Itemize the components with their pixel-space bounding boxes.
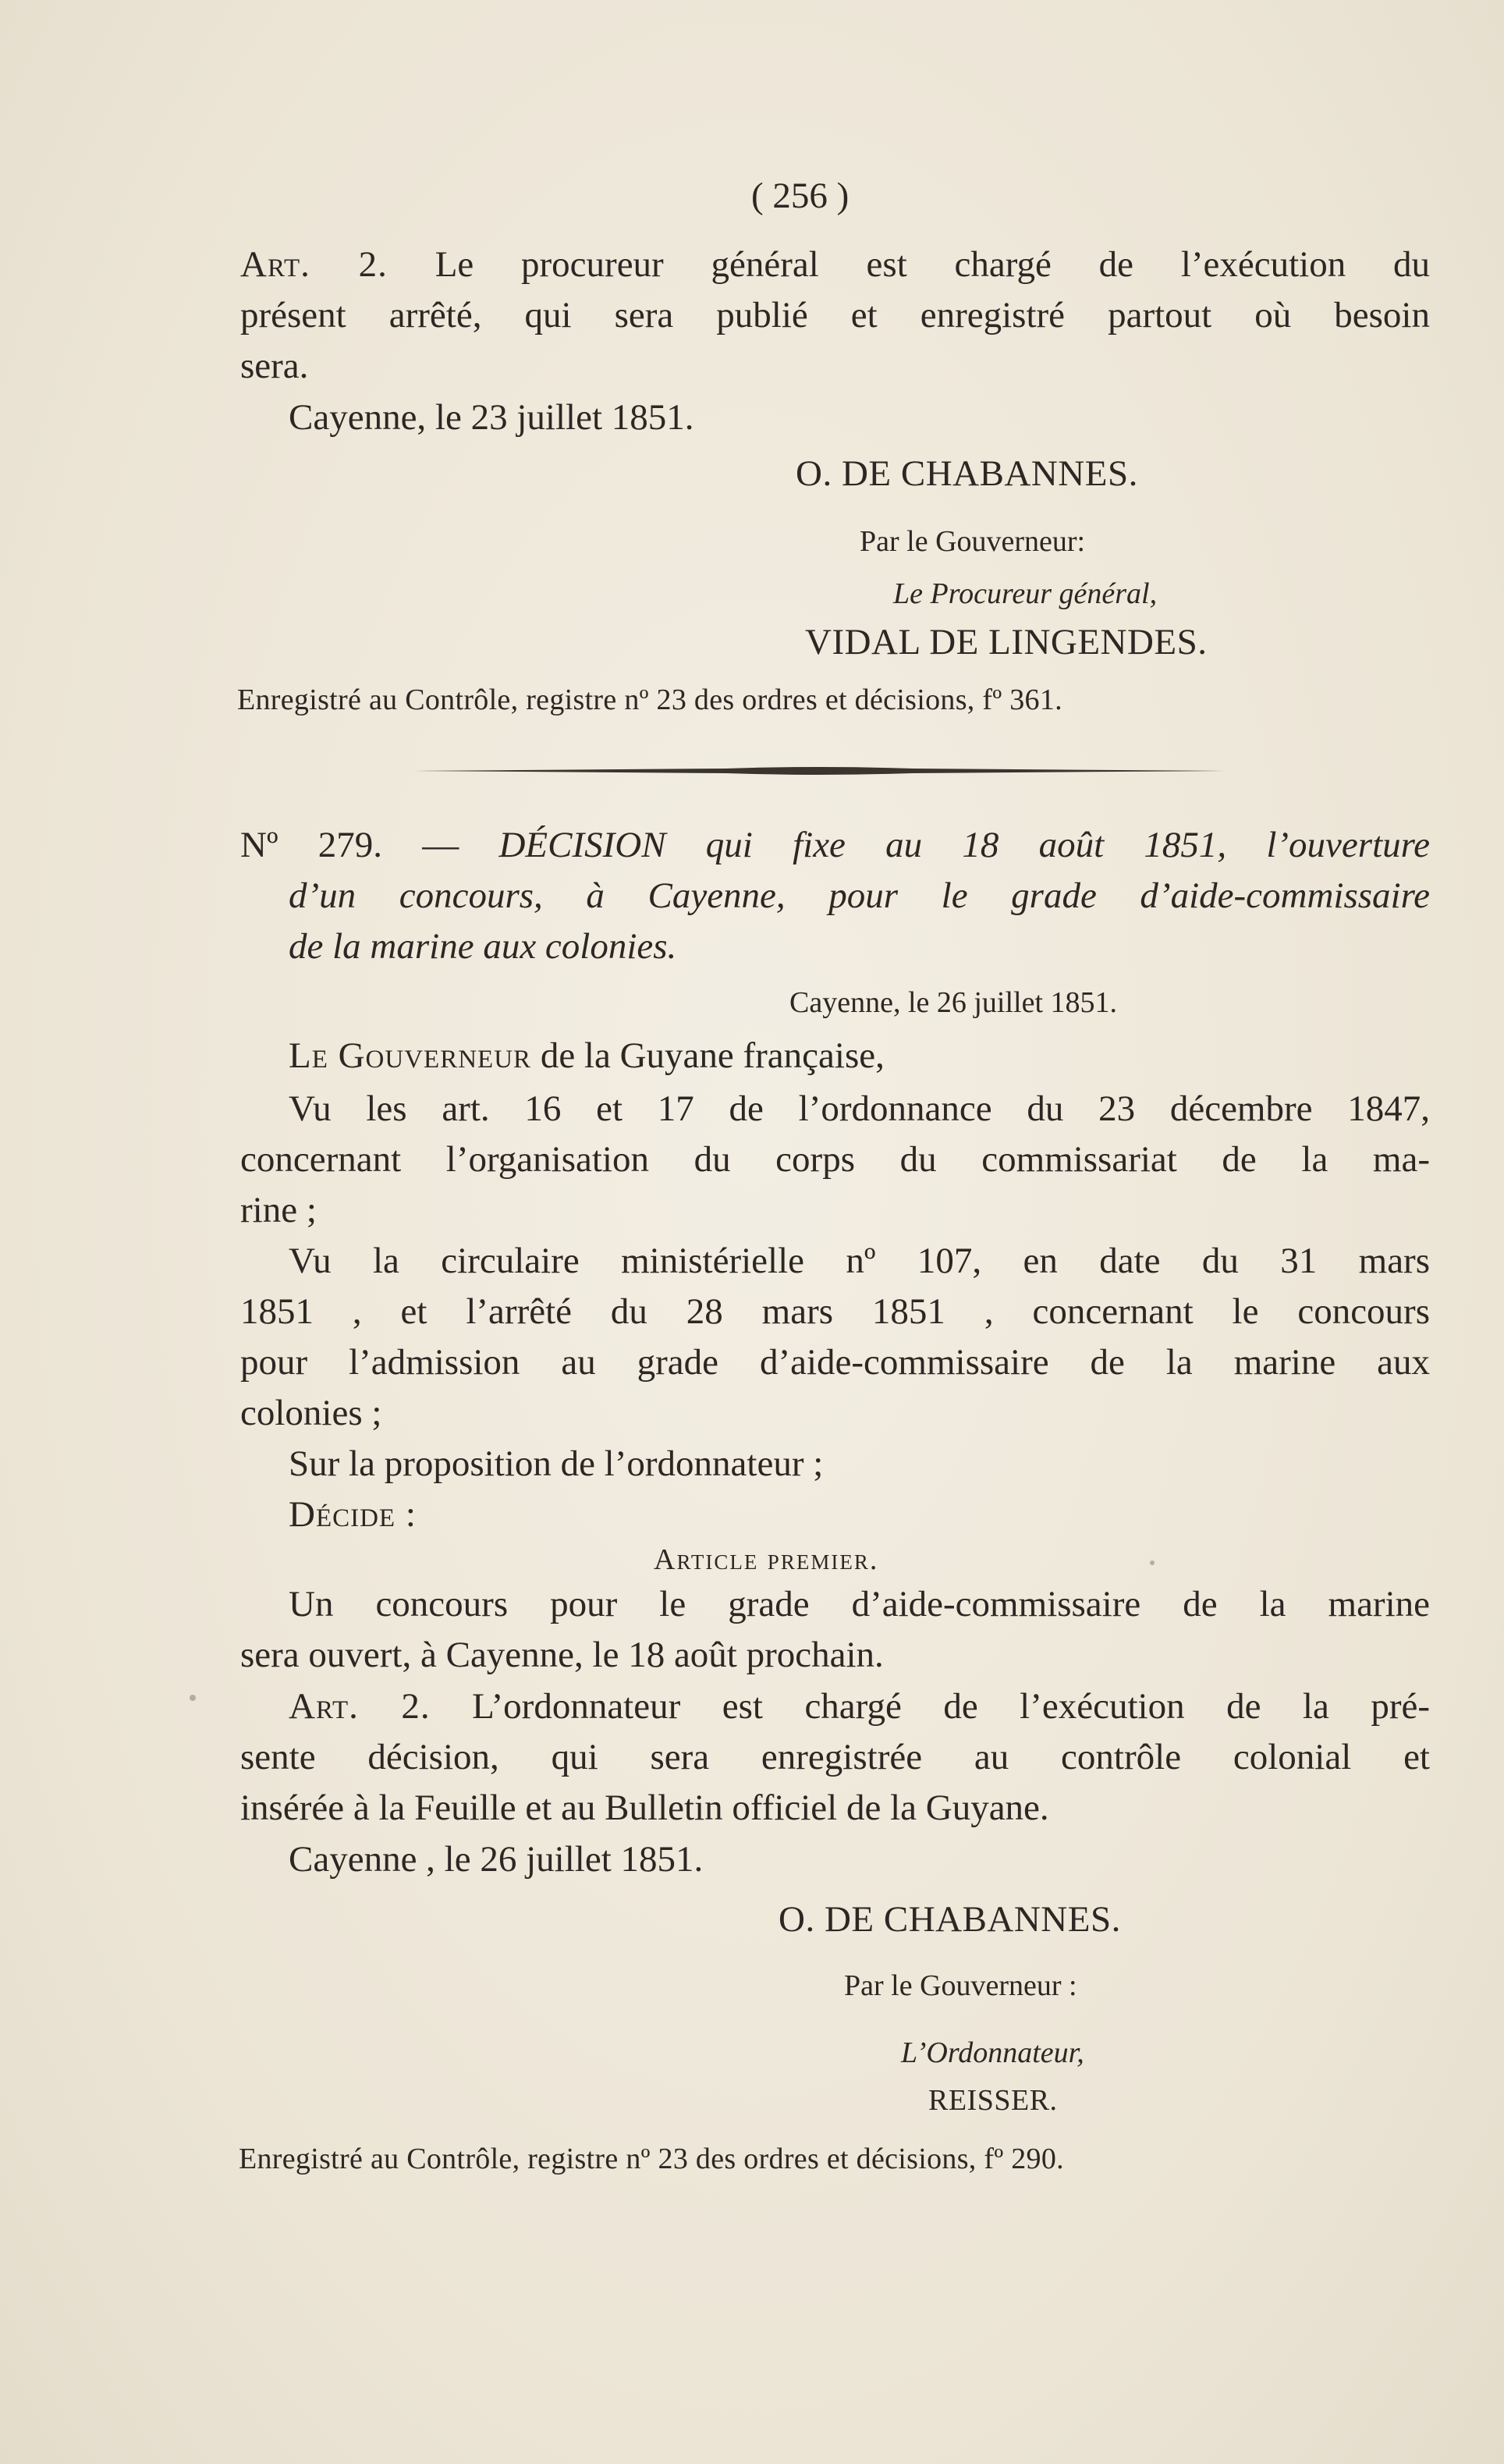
decision-title-line: de la marine aux colonies. (289, 926, 677, 967)
registration-line: Enregistré au Contrôle, registre nº 23 des ordres et décisions, fº 290. (239, 2143, 1064, 2175)
text-span: de la Guyane française, (540, 1035, 885, 1076)
text-line (289, 1688, 1430, 1725)
text-span: L’ordonnateur est chargé de l’exécution de la pré- (472, 1686, 1430, 1727)
article-label: Art. 2. (240, 244, 388, 285)
text-line: Sur la proposition de l’ordonnateur ; (289, 1443, 824, 1484)
text-line: Un concours pour le grade d’aide-commissaire de la marine (289, 1584, 1430, 1624)
decision-word: DÉCISION (498, 825, 666, 865)
gouverneur-label: Le Gouverneur (289, 1035, 532, 1076)
text-line: présent arrêté, qui sera publié et enregistré partout où besoin (240, 295, 1430, 336)
text-line: sente décision, qui sera enregistrée au contrôle colonial et (240, 1737, 1430, 1777)
decision-title: qui fixe au 18 août 1851, l’ouverture (705, 825, 1431, 865)
text-line: colonies ; (240, 1393, 382, 1433)
official-name: VIDAL DE LINGENDES. (805, 622, 1208, 662)
paper-speck (1150, 1560, 1155, 1565)
date-line: Cayenne , le 26 juillet 1851. (289, 1839, 704, 1880)
page-number: ( 256 ) (751, 176, 850, 216)
role-title: L’Ordonnateur, (901, 2036, 1084, 2069)
decision-title-line: d’un concours, à Cayenne, pour le grade d’aide-commissaire (289, 875, 1430, 916)
registration-line: Enregistré au Contrôle, registre nº 23 des ordres et décisions, fº 361. (237, 683, 1062, 716)
text-line: Vu la circulaire ministérielle nº 107, en date du 31 mars (289, 1241, 1430, 1281)
text-line: pour l’admission au grade d’aide-commissaire de la marine aux (240, 1342, 1430, 1383)
decision-date: Cayenne, le 26 juillet 1851. (789, 986, 1118, 1019)
text-line: concernant l’organisation du corps du commissariat de la ma- (240, 1139, 1430, 1180)
text-line: 1851 , et l’arrêté du 28 mars 1851 , concernant le concours (240, 1291, 1430, 1332)
text-line: rine ; (240, 1190, 317, 1230)
date-line: Cayenne, le 23 juillet 1851. (289, 397, 694, 438)
text-line: insérée à la Feuille et au Bulletin officiel de la Guyane. (240, 1788, 1049, 1828)
text-span: Le procureur général est chargé de l’exécution du (435, 244, 1430, 285)
signatory: O. DE CHABANNES. (796, 453, 1138, 494)
official-name: REISSER. (928, 2084, 1058, 2117)
gouverneur-line (289, 1035, 885, 1076)
decision-number: Nº 279. (240, 825, 382, 865)
text-line: sera ouvert, à Cayenne, le 18 août prochain. (240, 1635, 884, 1675)
divider-ornament (413, 766, 1225, 776)
signatory: O. DE CHABANNES. (779, 1899, 1121, 1940)
par-le-gouverneur: Par le Gouverneur: (860, 525, 1086, 558)
article-premier-heading: Article premier. (654, 1543, 879, 1576)
text-line: Vu les art. 16 et 17 de l’ordonnance du 23 décembre 1847, (289, 1088, 1430, 1129)
text-line (240, 244, 1430, 285)
decision-title-line (240, 827, 1430, 864)
article-label: Art. 2. (289, 1686, 431, 1727)
role-title: Le Procureur général, (893, 577, 1158, 610)
paper-speck (190, 1695, 196, 1701)
dash: — (422, 825, 459, 865)
text-line: sera. (240, 346, 309, 386)
decide-label: Décide : (289, 1494, 417, 1535)
par-le-gouverneur: Par le Gouverneur : (844, 1969, 1077, 2002)
